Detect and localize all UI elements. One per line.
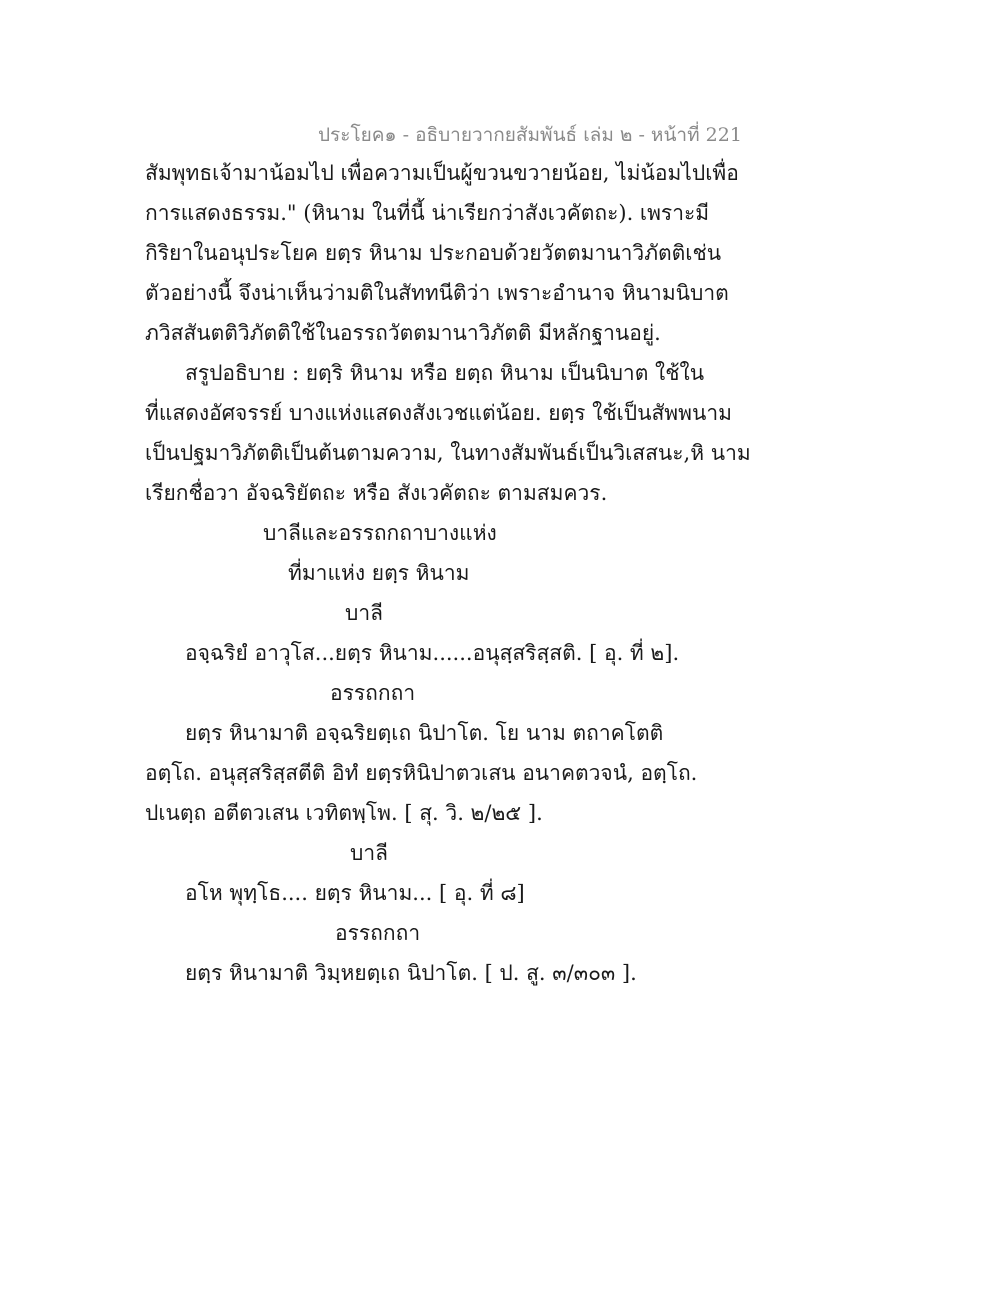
atthakatha-text: ปเนตฺถ อตีตวเสน เวทิตพฺโพ. [ สุ. วิ. ๒/๒๕ ].: [145, 801, 543, 825]
paragraph-line: สัมพุทธเจ้ามาน้อมไป เพื่อความเป็นผู้ขวนขวายน้อย, ไม่น้อมไปเพื่อ: [145, 161, 739, 185]
atthakatha-text: อตฺโถ. อนุสฺสริสฺสตีติ อิทํ ยตฺรหินิปาตวเสน อนาคตวจนํ, อตฺโถ.: [145, 761, 698, 785]
paragraph-line: กิริยาในอนุประโยค ยตฺร หินาม ประกอบด้วยวัตตมานาวิภัตติเช่น: [145, 241, 722, 265]
section-subheading: ที่มาแห่ง ยตฺร หินาม: [288, 561, 470, 585]
atthakatha-text: ยตฺร หินามาติ อจฺฉริยตฺเถ นิปาโต. โย นาม ตถาคโตติ: [185, 721, 664, 745]
pali-label: บาลี: [345, 601, 383, 625]
summary-line: เป็นปฐมาวิภัตติเป็นต้นตามความ, ในทางสัมพันธ์เป็นวิเสสนะ,หิ นาม: [145, 441, 751, 465]
pali-label: บาลี: [350, 841, 388, 865]
pali-text: อจฺฉริยํ อาวุโส...ยตฺร หินาม......อนุสฺสริสฺสติ. [ อุ. ที่ ๒].: [185, 641, 680, 665]
section-heading: บาลีและอรรถกถาบางแห่ง: [263, 521, 497, 545]
paragraph-line: ภวิสสันตติวิภัตติใช้ในอรรถวัตตมานาวิภัตติ มีหลักฐานอยู่.: [145, 321, 661, 345]
atthakatha-label: อรรถกถา: [330, 681, 416, 705]
summary-line: สรูปอธิบาย : ยตฺริ หินาม หรือ ยตฺถ หินาม เป็นนิบาต ใช้ใน: [185, 361, 705, 385]
paragraph-line: ตัวอย่างนี้ จึงน่าเห็นว่ามติในสัททนีติว่า เพราะอำนาจ หินามนิบาต: [145, 281, 729, 305]
paragraph-line: การแสดงธรรม." (หินาม ในที่นี้ น่าเรียกว่าสังเวคัตถะ). เพราะมี: [145, 201, 710, 225]
atthakatha-text: ยตฺร หินามาติ วิมฺหยตฺเถ นิปาโต. [ ป. สู. ๓/๓๐๓ ].: [185, 961, 637, 985]
summary-line: เรียกชื่อวา อัจฉริยัตถะ หรือ สังเวคัตถะ ตามสมควร.: [145, 481, 608, 505]
running-header: ประโยค๑ - อธิบายวากยสัมพันธ์ เล่ม ๒ - หน้าที่ 221: [318, 124, 742, 146]
pali-text: อโห พุทฺโธ.... ยตฺร หินาม... [ อุ. ที่ ๘]: [185, 881, 525, 905]
summary-line: ที่แสดงอัศจรรย์ บางแห่งแสดงสังเวชแต่น้อย. ยตฺร ใช้เป็นสัพพนาม: [145, 401, 732, 425]
atthakatha-label: อรรถกถา: [335, 921, 421, 945]
